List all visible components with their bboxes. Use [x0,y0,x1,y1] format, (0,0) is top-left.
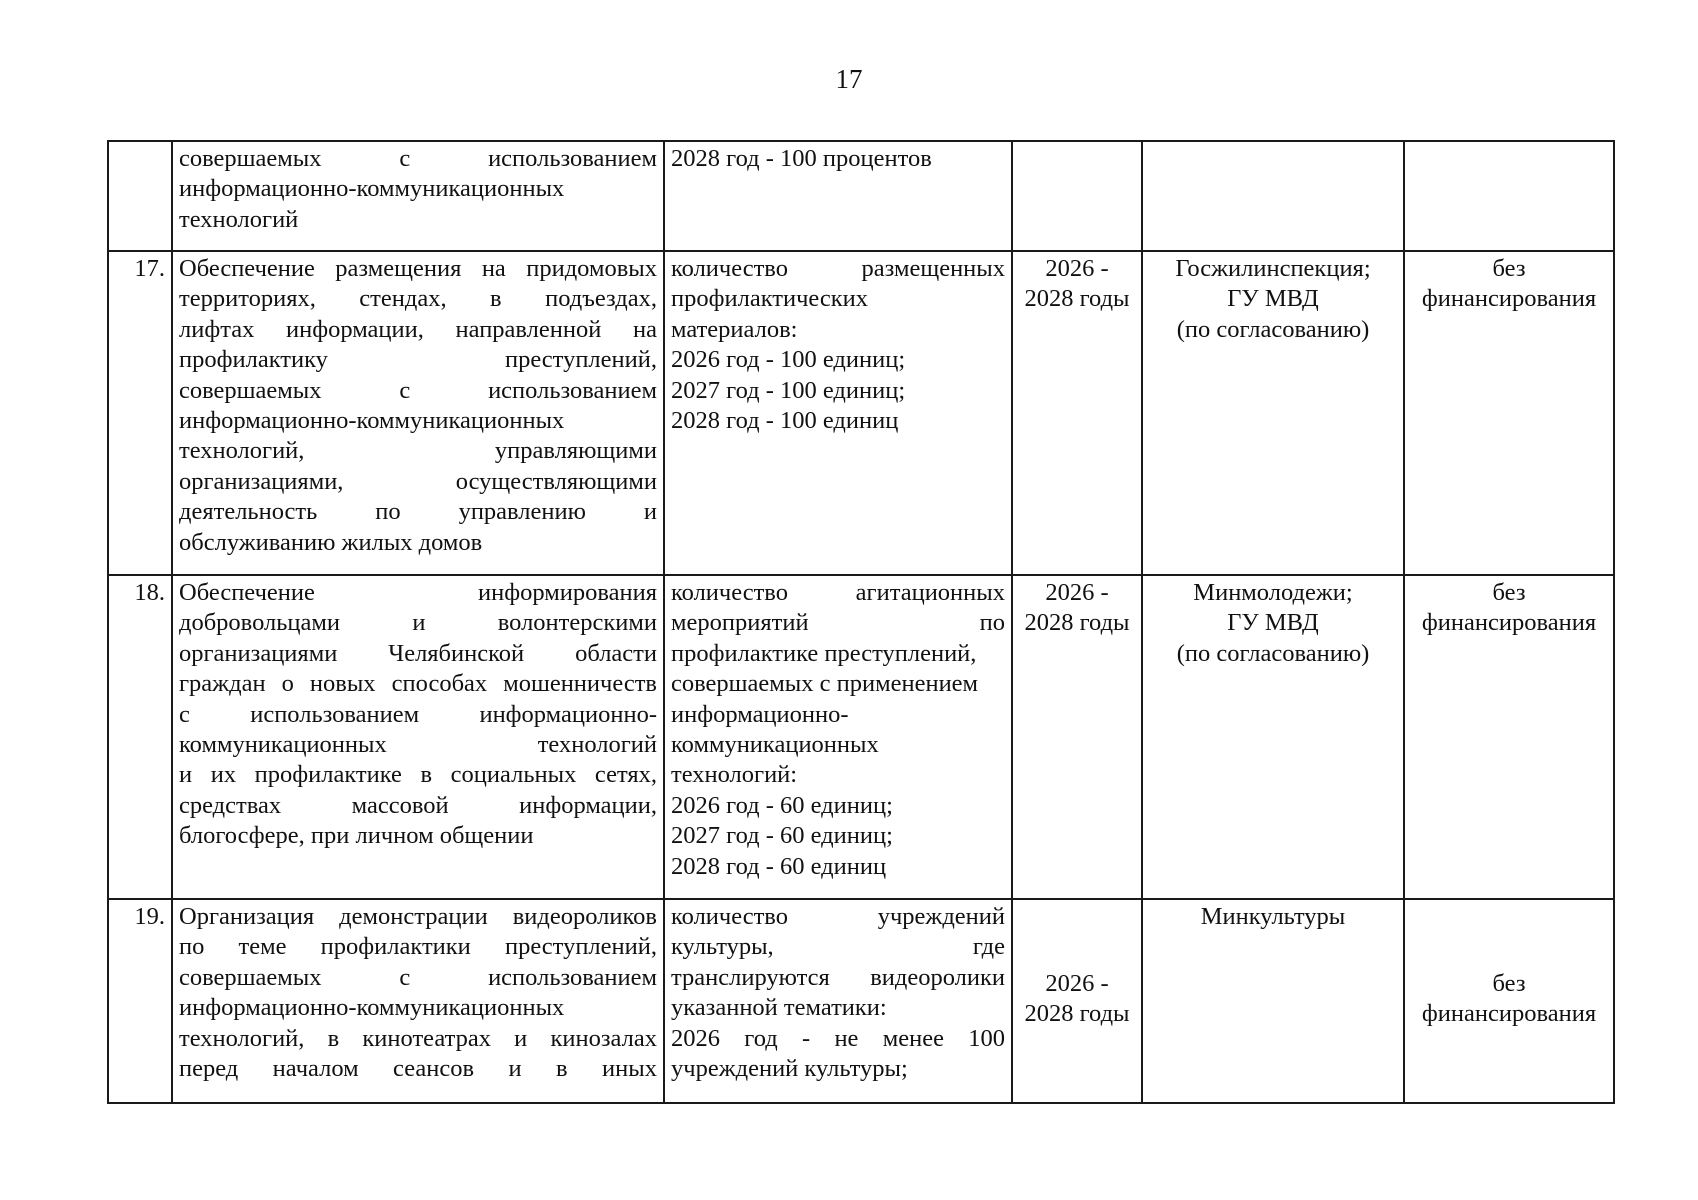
activities-table [107,140,1615,1104]
period-text-line: 2028 годы [1024,609,1130,637]
financing-text-line: финансирования [1421,609,1597,637]
indicator-text-line: 2028 год - 60 единиц [671,852,887,880]
event-text-line: информационно-коммуникационных [179,994,565,1022]
indicator-text-line: 2026 год - не менее 100 [671,1024,1005,1052]
event-text-line: информационно-коммуникационных [179,175,565,203]
period-cell [1012,899,1142,1103]
row-number-cell: 18. [108,575,172,899]
event-text-line: Обеспечение размещения на придомовых [179,255,657,282]
event-text-line: деятельность по управлению и [179,498,657,526]
event-cell [172,899,664,1103]
executor-text-line: ГУ МВД [1227,609,1319,637]
indicator-text-line: культуры, где [671,933,1005,961]
indicator-text-line: количество агитационных [671,579,1005,606]
event-text-line: перед началом сеансов и в иных [179,1055,657,1083]
indicator-text-line: 2026 год - 60 единиц; [671,791,893,819]
indicator-text-line: 2028 год - 100 процентов [671,145,932,172]
event-text-line: технологий, управляющими [179,437,657,465]
event-text-line: Организация демонстрации видеороликов [179,903,657,930]
indicator-text-line: совершаемых с применением [671,670,979,698]
event-cell [172,141,664,251]
event-text-line: добровольцами и волонтерскими [179,609,657,637]
row-number-cell: 19. [108,899,172,1103]
financing-text-line: без [1492,969,1526,997]
event-text-line: информационно-коммуникационных [179,407,565,435]
financing-cell [1404,141,1614,251]
indicator-text-line: учреждений культуры; [671,1055,908,1083]
executor-cell [1142,575,1404,899]
event-text-line: технологий, в кинотеатрах и кинозалах [179,1024,657,1052]
indicator-cell [664,575,1012,899]
event-text-line: с использованием информационно- [179,700,657,728]
indicator-text-line: количество учреждений [671,903,1005,930]
indicator-cell [664,251,1012,575]
event-text-line: граждан о новых способах мошенничеств [179,670,657,698]
financing-text-line: без [1492,579,1526,606]
period-cell [1012,251,1142,575]
period-text-line: 2028 годы [1024,285,1130,313]
executor-cell [1142,141,1404,251]
financing-cell [1404,251,1614,575]
event-text-line: Обеспечение информирования [179,579,657,606]
indicator-text-line: указанной тематики: [671,994,887,1022]
executor-text-line: (по согласованию) [1176,315,1370,343]
event-text-line: по теме профилактики преступлений, [179,933,657,961]
event-text-line: организациями, осуществляющими [179,467,657,495]
indicator-text-line: материалов: [671,315,798,343]
table-row [108,141,1614,251]
row-number-cell [108,141,172,251]
event-text-line: технологий [179,205,299,233]
financing-text-line: финансирования [1421,285,1597,313]
financing-cell [1404,899,1614,1103]
financing-text-line: финансирования [1421,1000,1597,1027]
indicator-text-line: информационно- [671,700,849,728]
event-text-line: профилактику преступлений, [179,346,657,374]
executor-text-line: ГУ МВД [1227,285,1319,313]
period-text-line: 2026 - [1045,579,1109,606]
indicator-text-line: технологий: [671,761,798,789]
indicator-text-line: 2027 год - 100 единиц; [671,376,906,404]
period-text-line: 2026 - [1045,255,1109,282]
event-text-line: средствах массовой информации, [179,791,657,819]
event-cell [172,251,664,575]
executor-text-line: Минмолодежи; [1193,579,1353,606]
executor-text-line: (по согласованию) [1176,639,1370,667]
financing-text-line: без [1492,255,1526,282]
indicator-text-line: коммуникационных [671,731,879,759]
event-text-line: и их профилактике в социальных сетях, [179,761,657,789]
executor-cell [1142,251,1404,575]
table-body [108,141,1614,1103]
indicator-text-line: 2027 год - 60 единиц; [671,822,893,850]
event-text-line: совершаемых с использованием [179,963,657,991]
period-cell [1012,575,1142,899]
executor-cell [1142,899,1404,1103]
period-cell [1012,141,1142,251]
period-text-line: 2026 - [1045,969,1109,997]
event-text-line: коммуникационных технологий [179,731,657,759]
indicator-text-line: профилактике преступлений, [671,639,977,667]
indicator-text-line: 2028 год - 100 единиц [671,407,899,435]
event-text-line: обслуживанию жилых домов [179,528,483,556]
event-text-line: лифтах информации, направленной на [179,315,657,343]
row-number-cell: 17. [108,251,172,575]
indicator-text-line: транслируются видеоролики [671,963,1005,991]
event-text-line: блогосфере, при личном общении [179,822,534,850]
event-text-line: организациями Челябинской области [179,639,657,667]
event-cell [172,575,664,899]
table-row [108,575,1614,899]
table-row [108,899,1614,1103]
event-text-line: совершаемых с использованием [179,376,657,404]
indicator-text-line: 2026 год - 100 единиц; [671,346,906,374]
executor-text-line: Госжилинспекция; [1175,255,1371,282]
event-text-line: территориях, стендах, в подъездах, [179,285,657,313]
executor-text-line: Минкультуры [1200,903,1346,930]
indicator-text-line: профилактических [671,285,869,313]
financing-cell [1404,575,1614,899]
table-row [108,251,1614,575]
indicator-cell [664,141,1012,251]
indicator-text-line: мероприятий по [671,609,1005,637]
indicator-text-line: количество размещенных [671,255,1005,282]
period-text-line: 2028 годы [1024,1000,1130,1027]
indicator-cell [664,899,1012,1103]
event-text-line: совершаемых с использованием [179,145,657,172]
page-number: 17 [835,64,863,94]
